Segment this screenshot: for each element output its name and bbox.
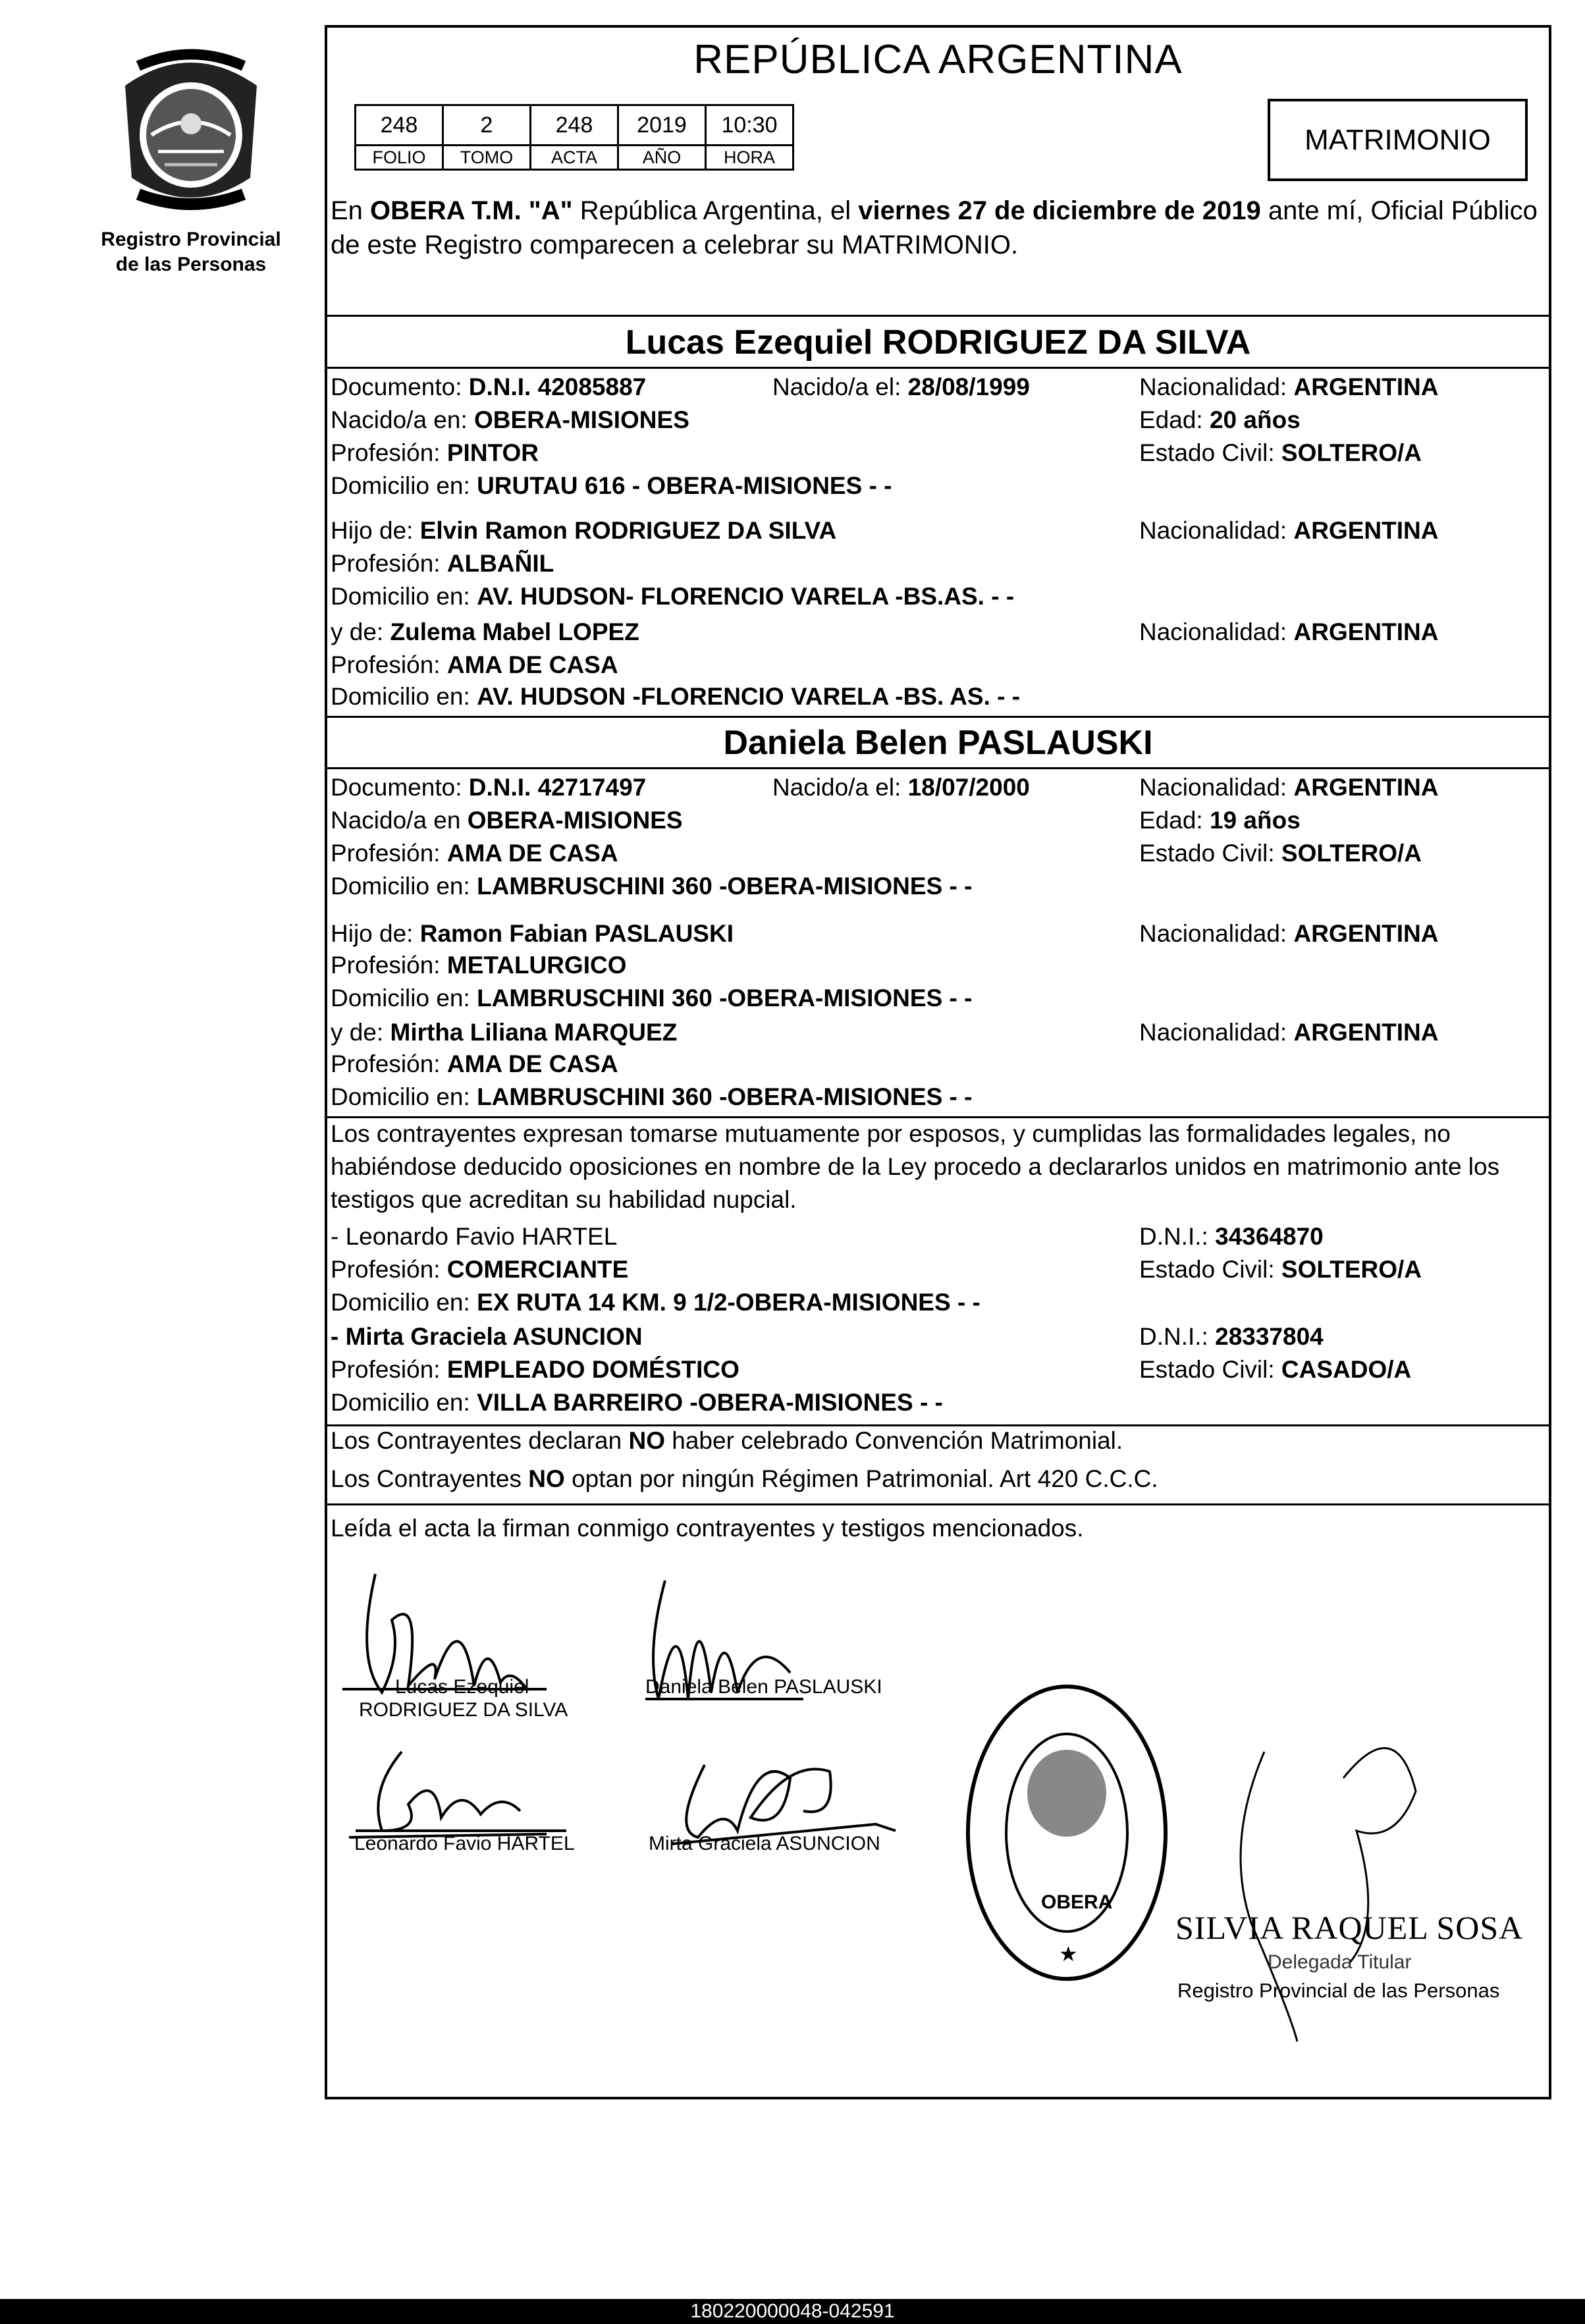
province-seal-graphic	[99, 46, 283, 217]
spouse1-name: Lucas Ezequiel RODRIGUEZ DA SILVA	[625, 323, 1251, 362]
spouse1-address: Domicilio en: URUTAU 616 - OBERA-MISIONES - -	[331, 472, 892, 499]
signature-label-lucas-1: Lucas Ezequiel	[395, 1676, 529, 1698]
intro-date: viernes 27 de diciembre de 2019	[858, 196, 1261, 225]
witness1-profession: Profesión: COMERCIANTE	[331, 1256, 629, 1283]
regime-line-2: Los Contrayentes NO optan por ningún Régimen Patrimonial. Art 420 C.C.C.	[331, 1465, 1158, 1492]
spouse1-father-profession: Profesión: ALBAÑIL	[331, 550, 554, 577]
spouse1-age: Edad: 20 años	[1139, 406, 1301, 433]
spouse2-address: Domicilio en: LAMBRUSCHINI 360 -OBERA-MISIONES - -	[331, 873, 973, 900]
official-name: SILVIA RAQUEL SOSA	[1175, 1909, 1524, 1946]
intro-text-2: República Argentina, el	[572, 196, 859, 225]
signature-mirta	[672, 1765, 896, 1844]
seal-caption-line2: de las Personas	[115, 254, 267, 275]
divider	[325, 767, 1551, 769]
official-office: Registro Provincial de las Personas	[1177, 1979, 1500, 2002]
spouse2-birthplace: Nacido/a en OBERA-MISIONES	[331, 807, 683, 834]
spouse1-birthplace: Nacido/a en: OBERA-MISIONES	[331, 406, 689, 433]
spouse2-age: Edad: 19 años	[1139, 807, 1301, 834]
footer-code: 180220000048-042591	[0, 2299, 1585, 2324]
stamp-city: OBERA	[1041, 1891, 1113, 1913]
spouse1-father: Hijo de: Elvin Ramon RODRIGUEZ DA SILVA	[331, 517, 837, 544]
seal-caption-line1: Registro Provincial	[101, 229, 281, 250]
hour-value: 10:30	[706, 105, 793, 146]
spouse1-nationality: Nacionalidad: ARGENTINA	[1139, 373, 1439, 400]
declaration-paragraph: Los contrayentes expresan tomarse mutuamente por esposos, y cumplidas las formalidades legales, no habiéndose deducido oposiciones en nombre de la Ley procedo a declararlos unidos en matrimonio ante los testigos que acreditan su habilidad nupcial.	[331, 1120, 1500, 1213]
registry-table	[354, 104, 794, 171]
province-seal	[99, 46, 283, 217]
spouse2-civil-status: Estado Civil: SOLTERO/A	[1139, 840, 1422, 867]
spouse2-father: Hijo de: Ramon Fabian PASLAUSKI	[331, 920, 734, 947]
spouse1-mother-nationality: Nacionalidad: ARGENTINA	[1139, 618, 1439, 645]
intro-text-3: ante mí, Oficial Público de este Registro comparecen a celebrar su MATRIMONIO.	[331, 196, 1538, 259]
closing-statement: Leída el acta la firman conmigo contrayentes y testigos mencionados.	[331, 1515, 1084, 1542]
country-title: REPÚBLICA ARGENTINA	[693, 37, 1183, 82]
spouse1-civil-status: Estado Civil: SOLTERO/A	[1139, 439, 1422, 466]
record-type-box: MATRIMONIO	[1268, 99, 1528, 181]
spouse1-profession: Profesión: PINTOR	[331, 439, 539, 466]
witness1-civil-status: Estado Civil: SOLTERO/A	[1139, 1256, 1422, 1283]
spouse2-birthdate: Nacido/a el: 18/07/2000	[772, 774, 1030, 801]
acta-value: 248	[531, 105, 618, 146]
witness2-profession: Profesión: EMPLEADO DOMÉSTICO	[331, 1356, 739, 1383]
regime-line-1: Los Contrayentes declaran NO haber celebrado Convención Matrimonial.	[331, 1427, 1123, 1454]
signature-label-leonardo: Leonardo Favio HARTEL	[354, 1833, 575, 1854]
witness2-civil-status: Estado Civil: CASADO/A	[1139, 1356, 1412, 1383]
hour-label: HORA	[706, 146, 793, 170]
divider	[325, 716, 1551, 718]
spouse1-mother-address: Domicilio en: AV. HUDSON -FLORENCIO VARELA -BS. AS. - -	[331, 683, 1021, 710]
tomo-label: TOMO	[443, 146, 531, 170]
spouse2-mother-profession: Profesión: AMA DE CASA	[331, 1050, 618, 1077]
witness1-name: - Leonardo Favio HARTEL	[331, 1223, 618, 1250]
witness2-name: - Mirta Graciela ASUNCION	[331, 1323, 643, 1350]
intro-location: OBERA T.M. "A"	[370, 196, 573, 225]
spouse2-father-profession: Profesión: METALURGICO	[331, 952, 627, 979]
spouse2-father-address: Domicilio en: LAMBRUSCHINI 360 -OBERA-MISIONES - -	[331, 985, 973, 1012]
signature-label-mirta: Mirta Graciela ASUNCION	[649, 1833, 880, 1854]
divider	[325, 1503, 1551, 1505]
signature-leonardo	[349, 1752, 566, 1837]
divider	[325, 367, 1551, 369]
official-title: Delegada Titular	[1268, 1951, 1412, 1973]
official-stamp	[963, 1681, 1171, 1984]
spouse2-father-nationality: Nacionalidad: ARGENTINA	[1139, 920, 1439, 947]
divider	[325, 1424, 1551, 1426]
intro-paragraph	[331, 194, 1549, 262]
signature-lucas	[342, 1574, 547, 1692]
spouse1-mother: y de: Zulema Mabel LOPEZ	[331, 618, 639, 645]
divider	[325, 315, 1551, 317]
spouse2-profession: Profesión: AMA DE CASA	[331, 840, 618, 867]
witness2-dni: D.N.I.: 28337804	[1139, 1323, 1324, 1350]
signature-label-daniela: Daniela Belen PASLAUSKI	[645, 1676, 882, 1698]
spouse1-birthdate: Nacido/a el: 28/08/1999	[772, 373, 1030, 400]
spouse2-mother: y de: Mirtha Liliana MARQUEZ	[331, 1019, 678, 1046]
stamp-star: ★	[1059, 1942, 1078, 1966]
spouse2-name: Daniela Belen PASLAUSKI	[723, 724, 1153, 762]
spouse2-nationality: Nacionalidad: ARGENTINA	[1139, 774, 1439, 801]
signature-label-lucas-2: RODRIGUEZ DA SILVA	[359, 1699, 568, 1721]
tomo-value: 2	[443, 105, 531, 146]
stamp-graphic	[963, 1681, 1171, 1984]
witness1-dni: D.N.I.: 34364870	[1139, 1223, 1324, 1250]
seal-caption	[79, 227, 303, 277]
spouse1-document: Documento: D.N.I. 42085887	[331, 373, 647, 400]
spouse1-father-address: Domicilio en: AV. HUDSON- FLORENCIO VARELA -BS.AS. - -	[331, 583, 1015, 610]
spouse2-mother-address: Domicilio en: LAMBRUSCHINI 360 -OBERA-MISIONES - -	[331, 1083, 973, 1110]
folio-label: FOLIO	[356, 146, 443, 170]
year-value: 2019	[618, 105, 706, 146]
witness1-address: Domicilio en: EX RUTA 14 KM. 9 1/2-OBERA-MISIONES - -	[331, 1289, 981, 1316]
acta-label: ACTA	[531, 146, 618, 170]
folio-value: 248	[356, 105, 443, 146]
spouse1-mother-profession: Profesión: AMA DE CASA	[331, 651, 618, 678]
spouse2-document: Documento: D.N.I. 42717497	[331, 774, 647, 801]
spouse2-mother-nationality: Nacionalidad: ARGENTINA	[1139, 1019, 1439, 1046]
year-label: AÑO	[618, 146, 706, 170]
spouse1-father-nationality: Nacionalidad: ARGENTINA	[1139, 517, 1439, 544]
witness2-address: Domicilio en: VILLA BARREIRO -OBERA-MISIONES - -	[331, 1389, 943, 1416]
intro-text-1: En	[331, 196, 371, 225]
